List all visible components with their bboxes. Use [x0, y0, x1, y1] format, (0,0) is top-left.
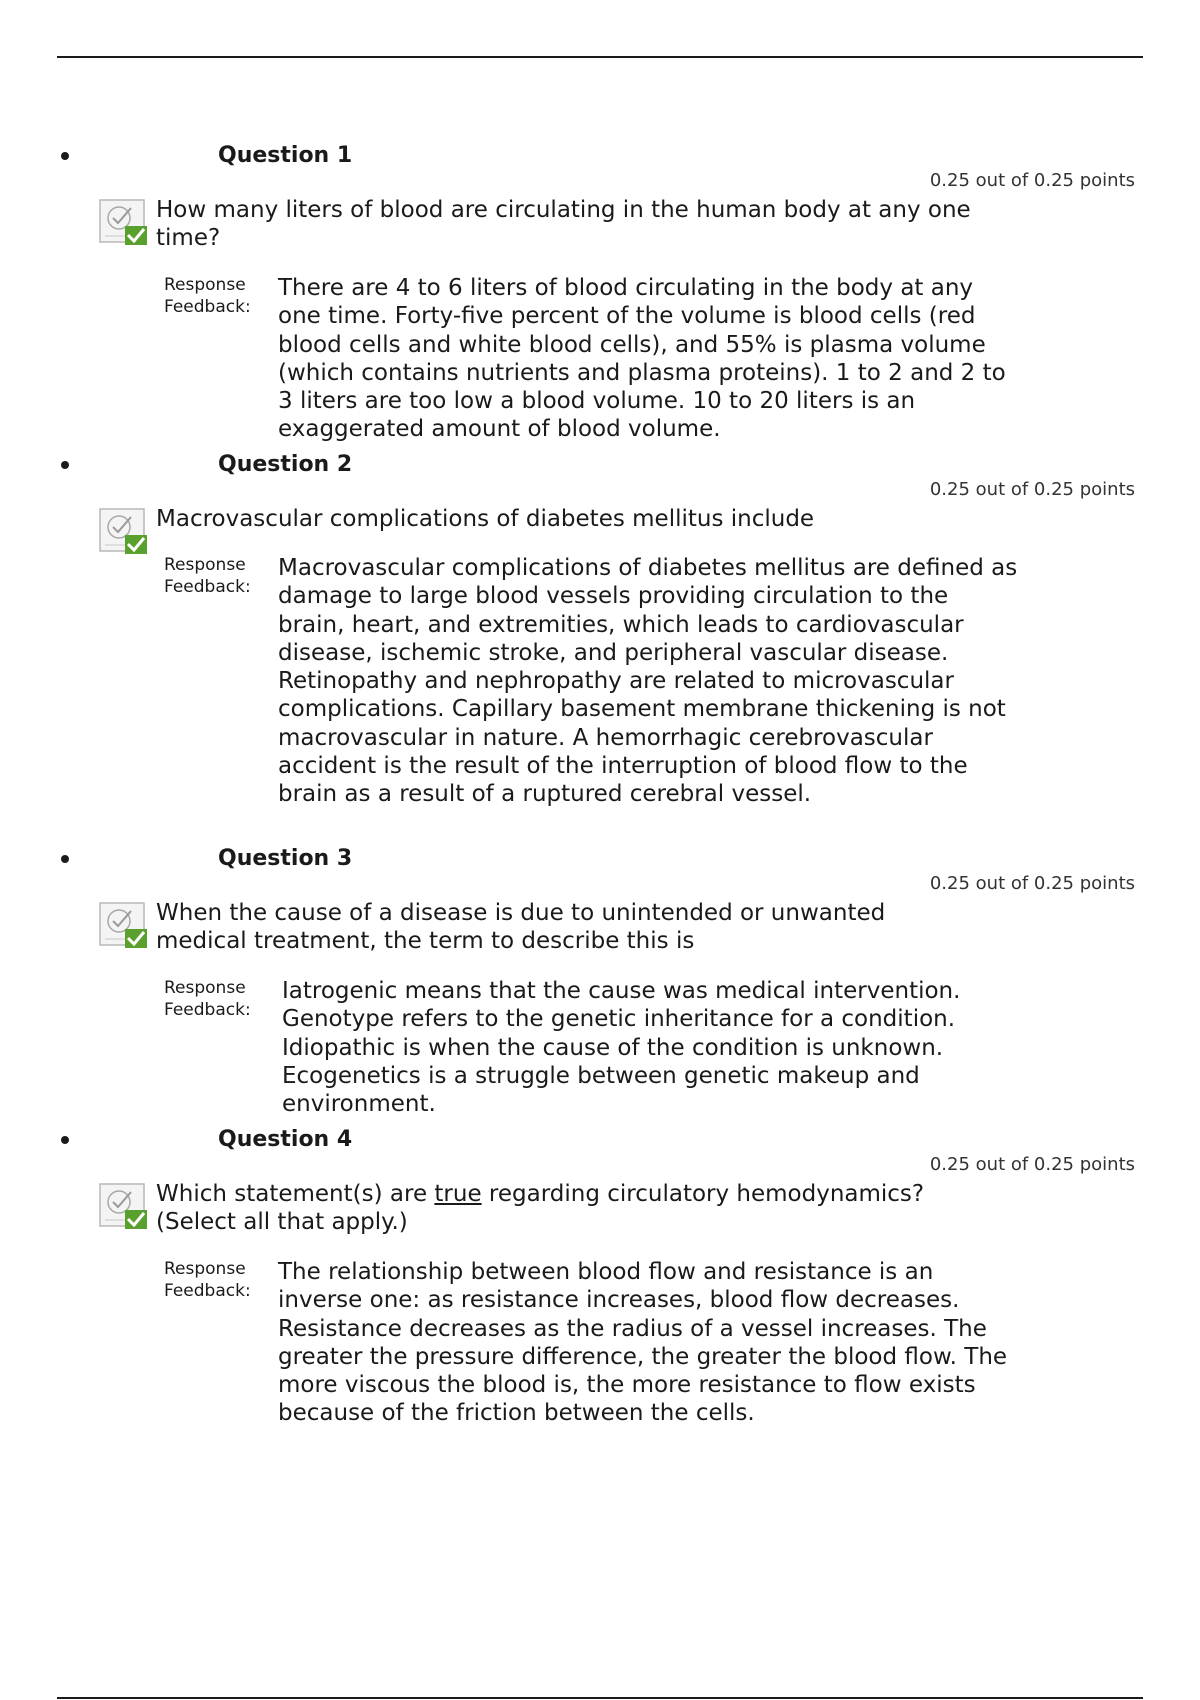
feedback-label: Response Feedback: [164, 555, 251, 597]
correct-answer-icon [97, 505, 151, 557]
question-points: 0.25 out of 0.25 points [929, 1154, 1135, 1175]
list-bullet [61, 152, 69, 160]
correct-answer-icon [97, 196, 151, 248]
question-text-end: regarding circulatory hemodynamics? (Select all that apply.) [156, 1181, 925, 1235]
feedback-label: Response Feedback: [164, 978, 251, 1020]
question-points: 0.25 out of 0.25 points [929, 479, 1135, 500]
question-text-emphasis: true [434, 1181, 482, 1207]
correct-answer-icon [97, 899, 151, 951]
question-title: Question 4 [218, 1127, 353, 1152]
bottom-rule [57, 1697, 1143, 1699]
response-feedback: Iatrogenic means that the cause was medical intervention. Genotype refers to the genetic inheritance for a condition. Idiopathic is when the cause of the condition is unknown. Ecogenetics is a struggle between genetic makeup and environment. [282, 978, 961, 1118]
feedback-label: Response Feedback: [164, 1259, 251, 1301]
question-title: Question 1 [218, 143, 353, 168]
question-title: Question 3 [218, 846, 353, 871]
question-points: 0.25 out of 0.25 points [929, 170, 1135, 191]
question-text-start: Which statement(s) are [156, 1181, 435, 1207]
top-rule [57, 56, 1143, 58]
correct-answer-icon [97, 1180, 151, 1232]
question-text: When the cause of a disease is due to unintended or unwanted medical treatment, the term to describe this is [156, 900, 886, 954]
question-text: Macrovascular complications of diabetes mellitus include [156, 506, 815, 532]
response-feedback: There are 4 to 6 liters of blood circulating in the body at any one time. Forty-five percent of the volume is blood cells (red blood cells and white blood cells), and 55% is plasma volume (which contains nutrients and plasma proteins). 1 to 2 and 2 to 3 liters are too low a blood volume. 10 to 20 liters is an exaggerated amount of blood volume. [278, 275, 1006, 443]
response-feedback: Macrovascular complications of diabetes mellitus are defined as damage to large blood vessels providing circulation to the brain, heart, and extremities, which leads to cardiovascular disease, ischemic stroke, and peripheral vascular disease. Retinopathy and nephropathy are related to microvascular complications. Capillary basement membrane thickening is not macrovascular in nature. A hemorrhagic cerebrovascular accident is the result of the interruption of blood flow to the brain as a result of a ruptured cerebral vessel. [278, 555, 1018, 808]
question-text: How many liters of blood are circulating in the human body at any one time? [156, 197, 971, 251]
feedback-label: Response Feedback: [164, 275, 251, 317]
list-bullet [61, 855, 69, 863]
list-bullet [61, 1136, 69, 1144]
list-bullet [61, 461, 69, 469]
question-text [156, 1180, 986, 1236]
question-title: Question 2 [218, 452, 353, 477]
response-feedback: The relationship between blood flow and resistance is an inverse one: as resistance increases, blood flow decreases. Resistance decreases as the radius of a vessel increases. The greater the pressure difference, the greater the blood flow. The more viscous the blood is, the more resistance to flow exists because of the friction between the cells. [278, 1259, 1008, 1427]
question-points: 0.25 out of 0.25 points [929, 873, 1135, 894]
